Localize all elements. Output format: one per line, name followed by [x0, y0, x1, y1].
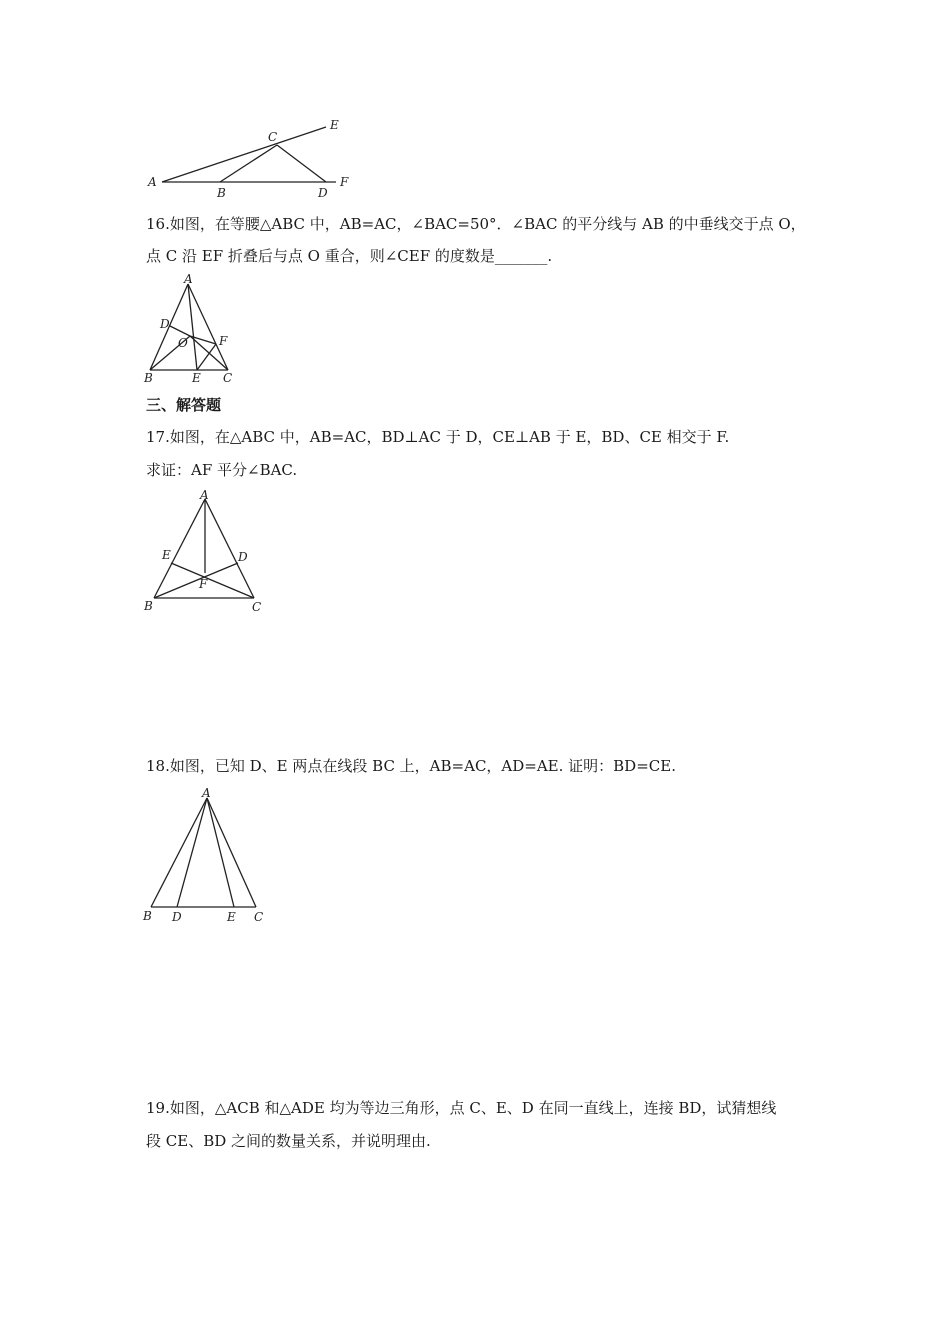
label-C: C: [223, 371, 233, 385]
label-D: D: [160, 317, 170, 331]
segment-AE: [162, 127, 326, 182]
segment-AB: [151, 798, 207, 907]
q17-line2: 求证：AF 平分∠BAC.: [146, 461, 298, 479]
figure-q18: [140, 782, 275, 927]
label-C: C: [254, 910, 264, 924]
label-E: E: [192, 371, 201, 385]
label-B: B: [144, 371, 153, 385]
figure-q17: [140, 485, 275, 615]
label-C: C: [252, 600, 262, 614]
label-B: B: [144, 599, 153, 613]
segment-AE: [188, 284, 197, 370]
label-F: F: [199, 577, 208, 591]
label-A: A: [202, 786, 211, 800]
label-B: B: [143, 909, 152, 923]
label-A: A: [200, 488, 209, 502]
q19-line1: 19.如图，△ACB 和△ADE 均为等边三角形，点 C、E、D 在同一直线上，连接 BD，试猜想线: [146, 1099, 777, 1117]
label-C: C: [268, 130, 278, 144]
q16-line2: 点 C 沿 EF 折叠后与点 O 重合，则∠CEF 的度数是_______.: [146, 247, 553, 265]
q17-line1: 17.如图，在△ABC 中，AB=AC，BD⊥AC 于 D，CE⊥AB 于 E，BD、CE 相交于 F.: [146, 428, 730, 446]
segment-DO: [170, 326, 190, 336]
segment-AE: [207, 798, 234, 907]
q19-line2: 段 CE、BD 之间的数量关系，并说明理由.: [146, 1132, 431, 1150]
label-E: E: [330, 118, 339, 132]
label-D: D: [238, 550, 248, 564]
segment-AD: [177, 798, 207, 907]
label-D: D: [318, 186, 328, 200]
label-F: F: [340, 175, 349, 189]
segment-AC: [207, 798, 256, 907]
label-E: E: [162, 548, 171, 562]
label-D: D: [172, 910, 182, 924]
segment-CE: [171, 563, 254, 598]
figure-q15: [140, 112, 370, 202]
segment-CD: [277, 145, 326, 182]
segment-BD: [154, 563, 238, 598]
label-E: E: [227, 910, 236, 924]
q16-line1: 16.如图，在等腰△ABC 中，AB=AC，∠BAC=50°．∠BAC 的平分线与 AB 的中垂线交于点 O，: [146, 215, 806, 233]
segment-AC: [205, 499, 254, 598]
section-heading: 三、解答题: [146, 396, 222, 414]
segment-BC: [220, 145, 277, 182]
label-A: A: [148, 175, 157, 189]
label-B: B: [217, 186, 226, 200]
label-O: O: [178, 336, 188, 350]
q18-line1: 18.如图，已知 D、E 两点在线段 BC 上，AB=AC，AD=AE. 证明：BD=CE.: [146, 757, 676, 775]
segment-AC: [188, 284, 228, 370]
label-F: F: [219, 334, 228, 348]
label-A: A: [184, 272, 193, 286]
figure-q16: [140, 274, 250, 386]
